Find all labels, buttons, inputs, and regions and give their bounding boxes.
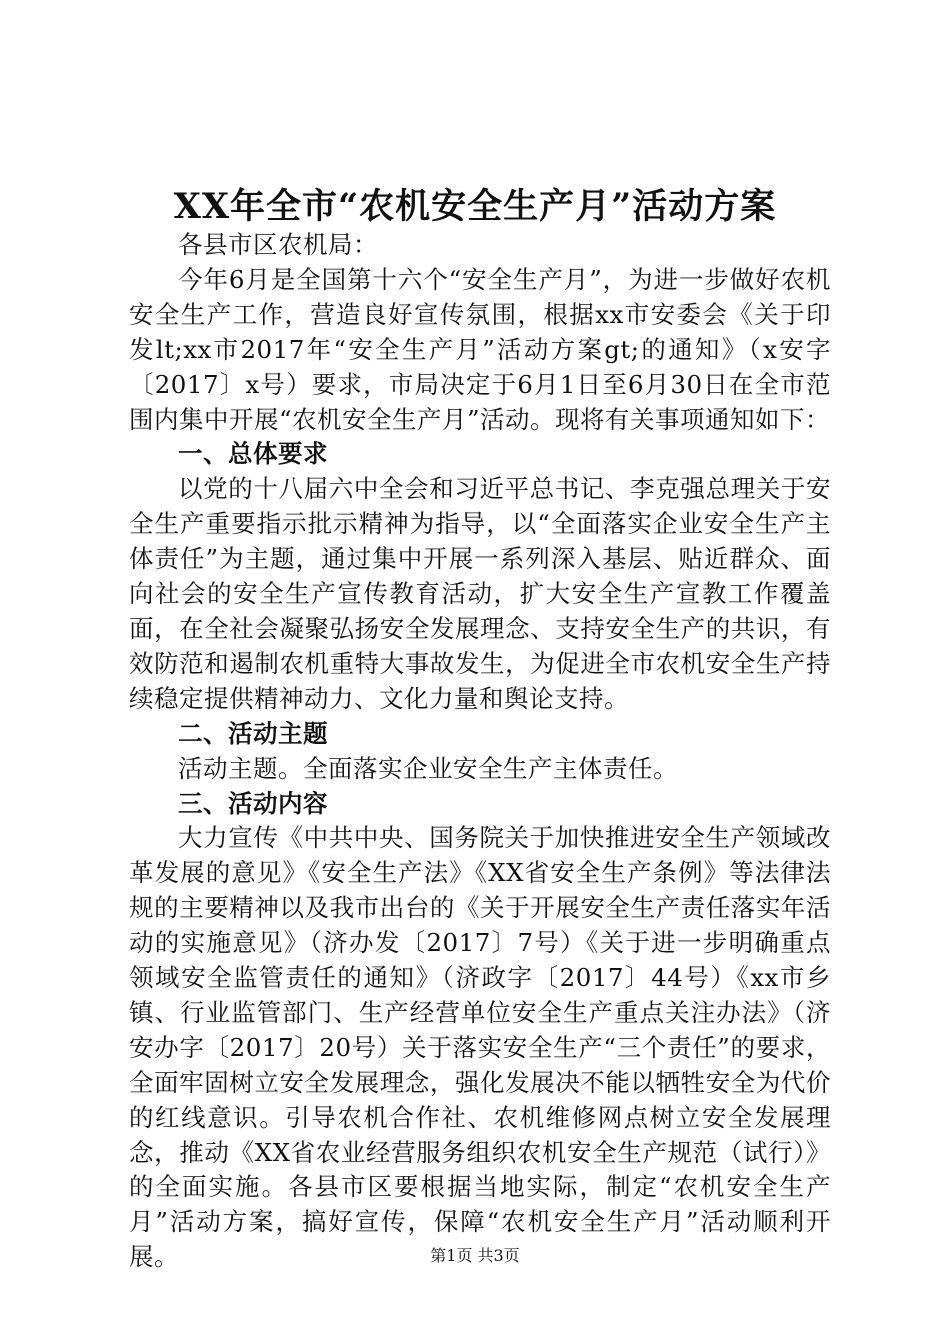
document-title: XX年全市“农机安全生产月”活动方案 xyxy=(173,186,777,227)
section-text-activity-theme: 活动主题。全面落实企业安全生产主体责任。 xyxy=(178,753,678,783)
page-number: 第1页 共3页 xyxy=(430,1246,520,1265)
salutation: 各县市区农机局： xyxy=(178,230,378,259)
section-text-general-requirements: 以党的十八届六中全会和习近平总书记、李克强总理关于安全生产重要指示批示精神为指导，以“全面落实企业安全生产主体责任”为主题，通过集中开展一系列深入基层、贴近群众、面向社会的安全生产宣传教育活动，扩大安全生产宣教工作覆盖面，在全社会凝聚弘扬安全发展理念、支持安全生产的共识，有效防范和遏制农机重特大事故发生，为促进全市农机安全生产持续稳定提供精神动力、文化力量和舆论支持。 xyxy=(129,474,831,713)
document-body xyxy=(129,228,831,1275)
section-heading-activity-theme: 二、活动主题 xyxy=(178,718,328,748)
section-heading-activity-content: 三、活动内容 xyxy=(178,788,328,818)
section-heading-general-requirements: 一、总体要求 xyxy=(178,439,328,469)
section-text-activity-content: 大力宣传《中共中央、国务院关于加快推进安全生产领域改革发展的意见》《安全生产法》《XX省安全生产条例》等法律法规的主要精神以及我市出台的《关于开展安全生产责任落实年活动的实施意见》（济办发〔2017〕7号）《关于进一步明确重点领域安全监管责任的通知》（济政字〔2017〕44号）《xx市乡镇、行业监管部门、生产经营单位安全生产重点关注办法》（济安办字〔2017〕20号）关于落实安全生产“三个责任”的要求，全面牢固树立安全发展理念，强化发展决不能以牺牲安全为代价的红线意识。引导农机合作社、农机维修网点树立安全发展理念，推动《XX省农业经营服务组织农机安全生产规范（试行）》的全面实施。各县市区要根据当地实际，制定“农机安全生产月”活动方案，搞好宣传，保障“农机安全生产月”活动顺利开展。 xyxy=(129,823,831,1272)
intro-paragraph: 今年6月是全国第十六个“安全生产月”，为进一步做好农机安全生产工作，营造良好宣传氛围，根据xx市安委会《关于印发lt;xx市2017年“安全生产月”活动方案gt;的通知》（x安字〔2017〕x号）要求，市局决定于6月1日至6月30日在全市范围内集中开展“农机安全生产月”活动。现将有关事项通知如下： xyxy=(129,264,831,434)
